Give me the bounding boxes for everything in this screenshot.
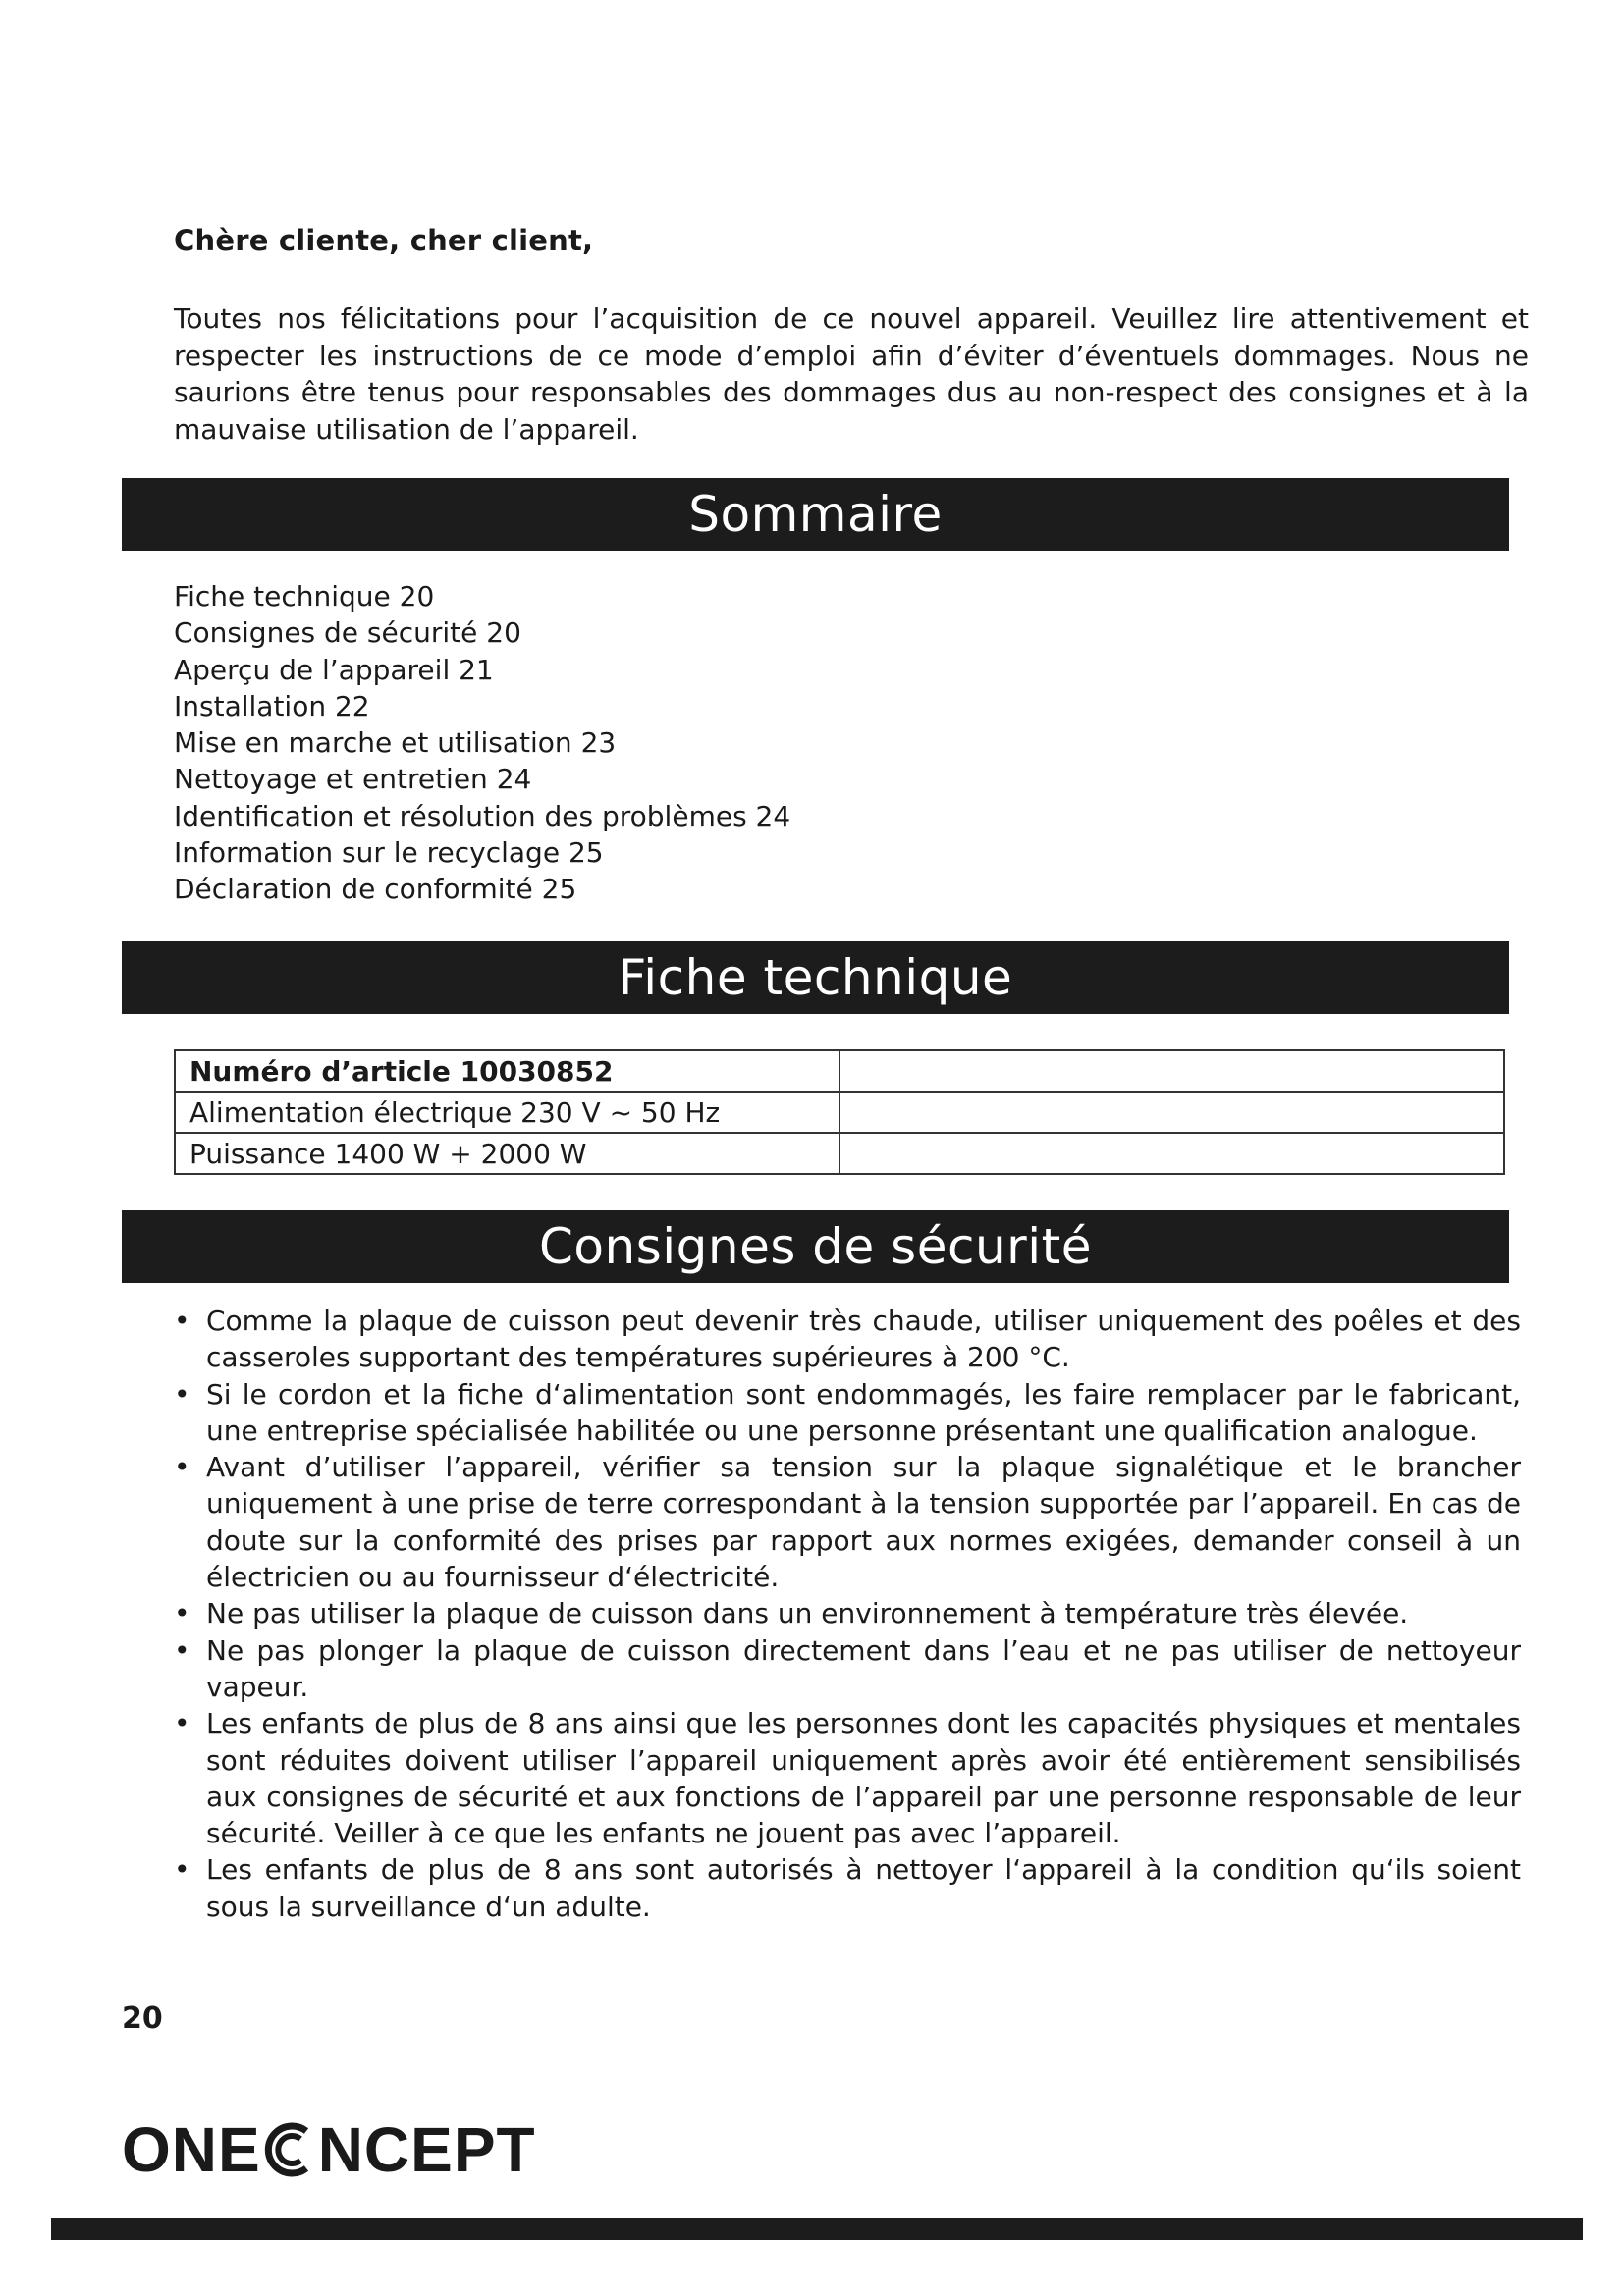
spec-value <box>839 1050 1504 1092</box>
toc-item: Identification et résolution des problèmes 24 <box>174 799 791 832</box>
list-item-text: Les enfants de plus de 8 ans sont autorisés à nettoyer l‘appareil à la condition qu‘ils soient sous la surveillance d‘un adulte. <box>206 1853 1521 1923</box>
table-of-contents <box>174 578 790 908</box>
greeting: Chère cliente, cher client, <box>174 224 594 257</box>
toc-item: Consignes de sécurité 20 <box>174 616 521 650</box>
list-item <box>174 1632 1521 1706</box>
table-row <box>175 1092 1504 1133</box>
toc-item: Déclaration de conformité 25 <box>174 873 577 906</box>
toc-item: Installation 22 <box>174 689 370 722</box>
list-item-text: Ne pas plonger la plaque de cuisson directement dans l’eau et ne pas utiliser de nettoyeur vapeur. <box>206 1633 1521 1703</box>
page-number: 20 <box>122 2002 163 2036</box>
list-item <box>174 1303 1521 1376</box>
bullet-icon: • <box>174 1633 190 1667</box>
list-item <box>174 1705 1521 1851</box>
toc-item: Mise en marche et utilisation 23 <box>174 726 617 760</box>
toc-item: Fiche technique 20 <box>174 580 435 613</box>
logo-c-icon <box>263 2119 316 2180</box>
list-item-text: Les enfants de plus de 8 ans ainsi que les personnes dont les capacités physiques et mentales sont réduites doivent utiliser l’appareil uniquement après avoir été entièrement sensibilisés aux consignes de sécurité et aux fonctions de l’appareil par une personne responsable de leur sécurité. Veiller à ce que les enfants ne jouent pas avec l’appareil. <box>206 1707 1521 1850</box>
table-row <box>175 1133 1504 1174</box>
list-item-text: Comme la plaque de cuisson peut devenir très chaude, utiliser uniquement des poêles et des casseroles supportant des températures supérieures à 200 °C. <box>206 1305 1521 1374</box>
section-header-sommaire: Sommaire <box>122 478 1509 551</box>
logo-text-right: NCEPT <box>317 2114 536 2185</box>
spec-label: Alimentation électrique 230 V ~ 50 Hz <box>175 1092 839 1133</box>
bullet-icon: • <box>174 1853 190 1887</box>
table-row <box>175 1050 1504 1092</box>
toc-item: Information sur le recyclage 25 <box>174 836 604 870</box>
spec-label: Puissance 1400 W + 2000 W <box>175 1133 839 1174</box>
bullet-icon: • <box>174 1305 190 1337</box>
logo-text-left: ONE <box>122 2114 261 2185</box>
spec-label: Numéro d’article 10030852 <box>175 1050 839 1092</box>
section-header-fiche-technique: Fiche technique <box>122 941 1509 1014</box>
spec-value <box>839 1133 1504 1174</box>
list-item <box>174 1595 1521 1631</box>
list-item <box>174 1851 1521 1925</box>
toc-item: Aperçu de l’appareil 21 <box>174 653 494 686</box>
safety-list <box>174 1303 1521 1925</box>
list-item-text: Avant d’utiliser l’appareil, vérifier sa tension sur la plaque signalétique et le brancher uniquement à une prise de terre correspondant à la tension supportée par l’appareil. En cas de doute sur la conformité des prises par rapport aux normes exigées, demander conseil à un électricien ou au fournisseur d‘électricité. <box>206 1451 1521 1594</box>
list-item <box>174 1449 1521 1595</box>
footer-bar <box>51 2218 1583 2240</box>
list-item-text: Si le cordon et la fiche d‘alimentation sont endommagés, les faire remplacer par le fabricant, une entreprise spécialisée habilitée ou une personne présentant une qualification analogue. <box>206 1377 1521 1447</box>
bullet-icon: • <box>174 1597 190 1630</box>
section-header-consignes: Consignes de sécurité <box>122 1210 1509 1283</box>
list-item <box>174 1376 1521 1450</box>
list-item-text: Ne pas utiliser la plaque de cuisson dans un environnement à température très élevée. <box>206 1597 1409 1630</box>
intro-text: Toutes nos félicitations pour l’acquisition de ce nouvel appareil. Veuillez lire attentivement et respecter les instructions de ce mode d’emploi afin d’éviter d’éventuels dommages. Nous ne saurions être tenus pour responsables des dommages dus au non-respect des consignes et à la mauvaise utilisation de l’appareil. <box>174 302 1529 446</box>
bullet-icon: • <box>174 1707 190 1740</box>
brand-logo <box>122 2110 536 2189</box>
intro-paragraph <box>174 300 1529 448</box>
bullet-icon: • <box>174 1377 190 1411</box>
spec-value <box>839 1092 1504 1133</box>
toc-item: Nettoyage et entretien 24 <box>174 763 532 796</box>
spec-table <box>174 1049 1505 1175</box>
bullet-icon: • <box>174 1451 190 1484</box>
